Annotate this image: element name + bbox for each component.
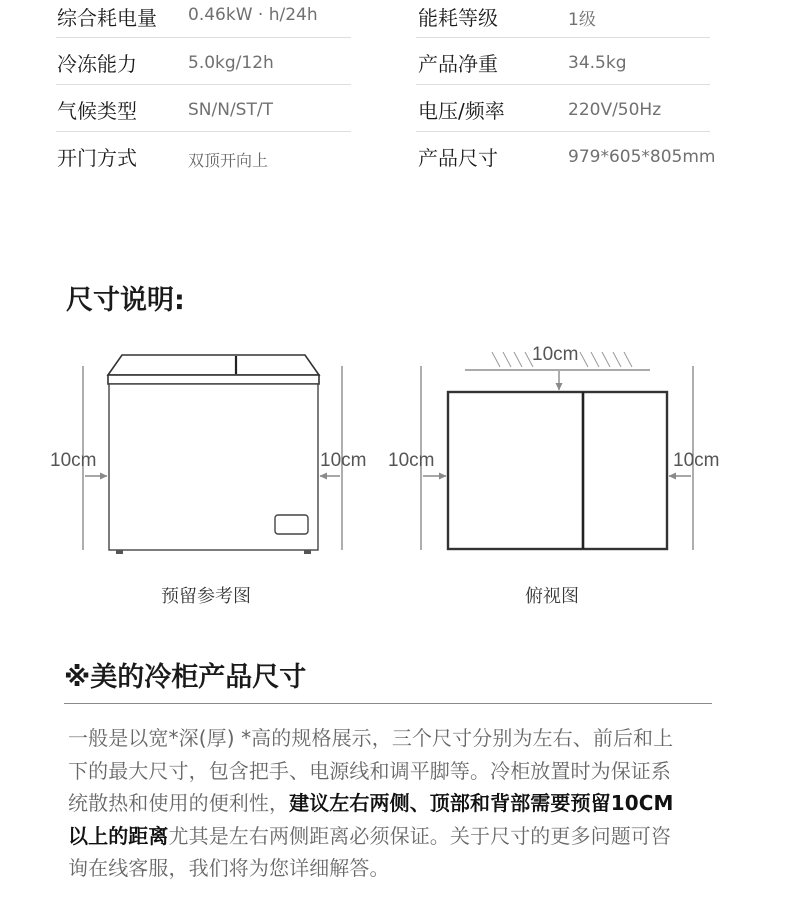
spec-label: 冷冻能力 [57,52,137,76]
spec-row [0,94,790,141]
spec-label: 开门方式 [57,146,137,170]
gap-label-left: 10cm [388,450,435,471]
top-view-caption: 俯视图 [525,586,579,607]
freezer-top-outline [448,392,667,549]
gap-label-right: 10cm [673,450,720,471]
size-description [68,722,728,885]
freezer-lid [108,355,319,375]
spec-value: 220V/50Hz [568,100,662,120]
dimension-diagrams [0,330,790,565]
spec-label: 产品净重 [418,52,498,76]
gap-label-top: 10cm [532,344,579,365]
row-divider [416,84,710,85]
row-divider [56,37,351,38]
description-text: 尤其是左右两侧距离必须保证。关于尺寸的更多问题可咨 [168,823,671,848]
description-line [68,787,728,820]
spec-label: 能耗等级 [418,6,498,30]
spec-value: 1级 [568,10,596,30]
description-text: 下的最大尺寸，包含把手、电源线和调平脚等。冷柜放置时为保证系 [68,758,671,783]
gap-label-left: 10cm [50,450,97,471]
size-section-title: ※美的冷柜产品尺寸 [64,662,307,693]
front-view-diagram [50,355,366,554]
spec-value: 双顶开向上 [188,151,269,170]
control-panel [275,515,308,534]
description-text: 询在线客服，我们将为您详细解答。 [68,856,390,880]
description-text: 一般是以宽*深(厚) *高的规格展示，三个尺寸分别为左右、前后和上 [68,726,674,750]
freezer-foot-left [116,550,123,554]
gap-label-right: 10cm [320,450,367,471]
description-line [68,852,728,885]
spec-row [0,0,790,47]
spec-label: 电压/频率 [418,99,505,123]
spec-value: 0.46kW · h/24h [188,5,318,25]
spec-row [0,47,790,94]
description-line [68,722,728,755]
section-divider [64,703,712,704]
description-highlight: 以上的距离 [68,823,169,848]
spec-value: SN/N/ST/T [188,100,273,120]
description-line [68,820,728,853]
spec-row [0,141,790,188]
lid-rim [108,375,319,384]
front-view-caption: 预留参考图 [161,586,251,607]
row-divider [416,37,710,38]
spec-label: 综合耗电量 [57,6,157,30]
row-divider [56,84,351,85]
description-text: 统散热和使用的便利性， [68,791,290,815]
spec-value: 5.0kg/12h [188,53,274,73]
row-divider [416,131,710,132]
spec-label: 产品尺寸 [418,146,498,170]
row-divider [56,131,351,132]
description-line [68,755,728,788]
spec-label: 气候类型 [57,99,137,123]
top-view-diagram [388,344,719,550]
section-title: 尺寸说明: [66,285,185,316]
freezer-foot-right [304,550,311,554]
spec-value: 979*605*805mm [568,147,716,167]
spec-value: 34.5kg [568,53,627,73]
description-highlight: 建议左右两侧、顶部和背部需要预留10CM [289,791,674,815]
